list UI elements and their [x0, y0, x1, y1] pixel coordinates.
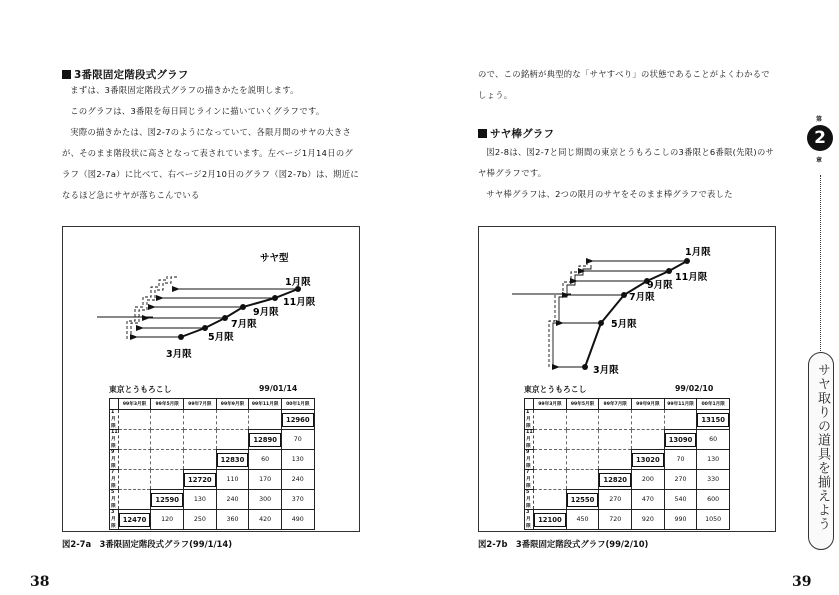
section-title-text: 3番限固定階段式グラフ — [74, 69, 189, 81]
table-row — [525, 470, 730, 490]
column-header: 99年5月限 — [566, 399, 599, 410]
column-header: 99年11月限 — [249, 399, 282, 410]
spread-cell: 1050 — [697, 510, 730, 530]
empty-cell — [632, 430, 665, 450]
row-label: 1月限 — [525, 410, 534, 430]
row-label: 3月限 — [525, 510, 534, 530]
spread-cell: 600 — [697, 490, 730, 510]
column-header: 99年5月限 — [151, 399, 184, 410]
price-value: 12550 — [567, 493, 599, 507]
spread-cell: 60 — [249, 450, 282, 470]
table-corner-cell — [110, 399, 119, 410]
empty-cell — [566, 410, 599, 430]
spread-cell: 240 — [281, 470, 314, 490]
empty-cell — [184, 450, 217, 470]
column-header: 99年7月限 — [599, 399, 632, 410]
empty-cell — [184, 410, 217, 430]
spread-cell: 300 — [249, 490, 282, 510]
price-cell — [566, 490, 599, 510]
label-jan: 1月限 — [285, 277, 311, 288]
spread-cell: 170 — [249, 470, 282, 490]
price-value: 12820 — [599, 473, 631, 487]
figure-2-7b — [478, 226, 776, 532]
table-row — [525, 430, 730, 450]
chapter-dotted-line — [820, 175, 821, 355]
table-title: 東京とうもろこし — [524, 385, 587, 394]
spread-cell: 270 — [664, 470, 697, 490]
left-page — [0, 0, 419, 595]
price-table-b — [524, 398, 730, 530]
empty-cell — [184, 430, 217, 450]
row-label: 7月限 — [110, 470, 119, 490]
row-label: 5月限 — [110, 490, 119, 510]
figure-caption-a: 図2-7a 3番限固定階段式グラフ(99/1/14) — [62, 539, 233, 549]
spread-cell: 370 — [281, 490, 314, 510]
table-row — [525, 510, 730, 530]
empty-cell — [534, 470, 567, 490]
label-jan: 1月限 — [685, 247, 711, 258]
chapter-prefix: 第 — [816, 116, 823, 123]
empty-cell — [118, 450, 151, 470]
price-value: 12890 — [249, 433, 281, 447]
spread-cell: 110 — [216, 470, 249, 490]
row-label: 9月限 — [525, 450, 534, 470]
paragraph-method: 実際の描きかたは、図2-7のようになっていて、各限月間のサヤの大きさが、そのまま階段状に高さとなって表されています。左ページ1月14日のグラフ（図2-7a）に比べて、右ページ2月10日のグラフ（図2-7b）は、期近になるほど急にサヤが落ちこんでいる — [62, 127, 359, 200]
spread-cell: 130 — [281, 450, 314, 470]
label-mar: 3月限 — [593, 365, 619, 376]
empty-cell — [151, 430, 184, 450]
table-header-row — [525, 399, 730, 410]
price-table-a — [109, 398, 315, 530]
price-cell — [599, 470, 632, 490]
price-value: 12100 — [534, 513, 566, 527]
label-nov: 11月限 — [283, 297, 316, 308]
empty-cell — [151, 410, 184, 430]
price-cell — [216, 450, 249, 470]
table-corner-cell — [525, 399, 534, 410]
row-label: 3月限 — [110, 510, 119, 530]
price-cell — [697, 410, 730, 430]
empty-cell — [599, 450, 632, 470]
table-date: 99/02/10 — [675, 384, 714, 393]
empty-cell — [534, 410, 567, 430]
label-nov: 11月限 — [675, 272, 708, 283]
spread-cell: 540 — [664, 490, 697, 510]
price-value: 12960 — [282, 413, 314, 427]
empty-cell — [249, 410, 282, 430]
table-header-row — [110, 399, 315, 410]
price-value: 12830 — [217, 453, 249, 467]
label-may: 5月限 — [611, 319, 637, 330]
empty-cell — [534, 490, 567, 510]
column-header: 00年1月限 — [281, 399, 314, 410]
spread-cell: 200 — [632, 470, 665, 490]
label-jul: 7月限 — [231, 319, 257, 330]
spread-cell: 130 — [697, 450, 730, 470]
section-title-saya-bar-graph — [478, 126, 554, 141]
figure-2-7a — [62, 226, 360, 532]
empty-cell — [118, 430, 151, 450]
price-cell — [151, 490, 184, 510]
table-date: 99/01/14 — [259, 384, 298, 393]
spread-cell: 990 — [664, 510, 697, 530]
spread-cell: 130 — [184, 490, 217, 510]
spread-cell: 60 — [697, 430, 730, 450]
table-title: 東京とうもろこし — [109, 385, 172, 394]
label-sep: 9月限 — [253, 307, 279, 318]
price-value: 12720 — [184, 473, 216, 487]
chapter-number-badge: 2 — [807, 125, 833, 151]
row-label: 11月限 — [111, 430, 118, 449]
spread-cell: 420 — [249, 510, 282, 530]
spread-cell: 920 — [632, 510, 665, 530]
empty-cell — [599, 410, 632, 430]
price-cell — [281, 410, 314, 430]
empty-cell — [566, 450, 599, 470]
spread-cell: 270 — [599, 490, 632, 510]
column-header: 99年9月限 — [216, 399, 249, 410]
empty-cell — [566, 470, 599, 490]
empty-cell — [151, 450, 184, 470]
square-bullet-icon — [62, 70, 71, 79]
row-label: 11月限 — [526, 430, 533, 449]
empty-cell — [118, 490, 151, 510]
table-row — [110, 450, 315, 470]
empty-cell — [118, 410, 151, 430]
label-may: 5月限 — [208, 332, 234, 343]
section-title-text: サヤ棒グラフ — [490, 128, 555, 140]
column-header: 99年3月限 — [118, 399, 151, 410]
price-cell — [249, 430, 282, 450]
paragraph-continuation: ので、この銘柄が典型的な「サヤすべり」の状態であることがよくわかるでしょう。 — [478, 69, 770, 100]
row-label: 1月限 — [110, 410, 119, 430]
table-row — [525, 450, 730, 470]
paragraph-intro: まずは、3番限固定階段式グラフの描きかたを説明します。 — [70, 85, 299, 95]
spread-cell: 70 — [281, 430, 314, 450]
empty-cell — [216, 430, 249, 450]
label-mar: 3月限 — [166, 349, 192, 360]
spread-cell: 120 — [151, 510, 184, 530]
paragraph-figure-2-8: 図2-8は、図2-7と同じ期間の東京とうもろこしの3番限と6番限(先限)のサヤ棒グラフです。 — [478, 147, 775, 178]
spread-cell: 450 — [566, 510, 599, 530]
row-label: 9月限 — [110, 450, 119, 470]
chapter-tab — [806, 106, 834, 166]
row-label: 5月限 — [525, 490, 534, 510]
price-cell — [184, 470, 217, 490]
paragraph-description: このグラフは、3番限を毎日同じラインに描いていくグラフです。 — [70, 106, 325, 116]
column-header: 00年1月限 — [697, 399, 730, 410]
row-label: 7月限 — [525, 470, 534, 490]
price-value: 12590 — [151, 493, 183, 507]
empty-cell — [151, 470, 184, 490]
price-cell — [534, 510, 567, 530]
label-sep: 9月限 — [647, 280, 673, 291]
table-row — [525, 410, 730, 430]
right-page — [419, 0, 839, 595]
empty-cell — [216, 410, 249, 430]
spread-cell: 330 — [697, 470, 730, 490]
empty-cell — [664, 410, 697, 430]
price-value: 13020 — [632, 453, 664, 467]
page-number-left: 38 — [30, 574, 50, 590]
empty-cell — [118, 470, 151, 490]
column-header: 99年7月限 — [184, 399, 217, 410]
page-number-right: 39 — [792, 574, 812, 590]
table-row — [110, 510, 315, 530]
spread-cell: 70 — [664, 450, 697, 470]
spread-cell: 720 — [599, 510, 632, 530]
price-cell — [664, 430, 697, 450]
spread-cell: 470 — [632, 490, 665, 510]
spread-cell: 360 — [216, 510, 249, 530]
empty-cell — [599, 430, 632, 450]
spread-cell: 490 — [281, 510, 314, 530]
price-value: 13090 — [665, 433, 697, 447]
figure-caption-b: 図2-7b 3番限固定階段式グラフ(99/2/10) — [478, 539, 649, 549]
column-header: 99年9月限 — [632, 399, 665, 410]
price-cell — [118, 510, 151, 530]
graph-title-saya-type: サヤ型 — [260, 253, 289, 264]
table-row — [525, 490, 730, 510]
empty-cell — [632, 410, 665, 430]
table-row — [110, 470, 315, 490]
column-header: 99年11月限 — [664, 399, 697, 410]
price-value: 13150 — [697, 413, 729, 427]
empty-cell — [534, 430, 567, 450]
paragraph-bar-graph: サヤ棒グラフは、2つの限月のサヤをそのまま棒グラフで表した — [486, 189, 733, 199]
label-jul: 7月限 — [629, 292, 655, 303]
chapter-suffix: 章 — [816, 157, 823, 164]
price-value: 12470 — [119, 513, 151, 527]
table-row — [110, 490, 315, 510]
spread-cell: 240 — [216, 490, 249, 510]
empty-cell — [534, 450, 567, 470]
price-cell — [632, 450, 665, 470]
column-header: 99年3月限 — [534, 399, 567, 410]
table-row — [110, 410, 315, 430]
empty-cell — [566, 430, 599, 450]
chapter-title-tab — [808, 352, 834, 550]
spread-cell: 250 — [184, 510, 217, 530]
table-row — [110, 430, 315, 450]
square-bullet-icon — [478, 129, 487, 138]
chapter-title: サヤ取りの道具を揃えよう — [815, 363, 830, 531]
